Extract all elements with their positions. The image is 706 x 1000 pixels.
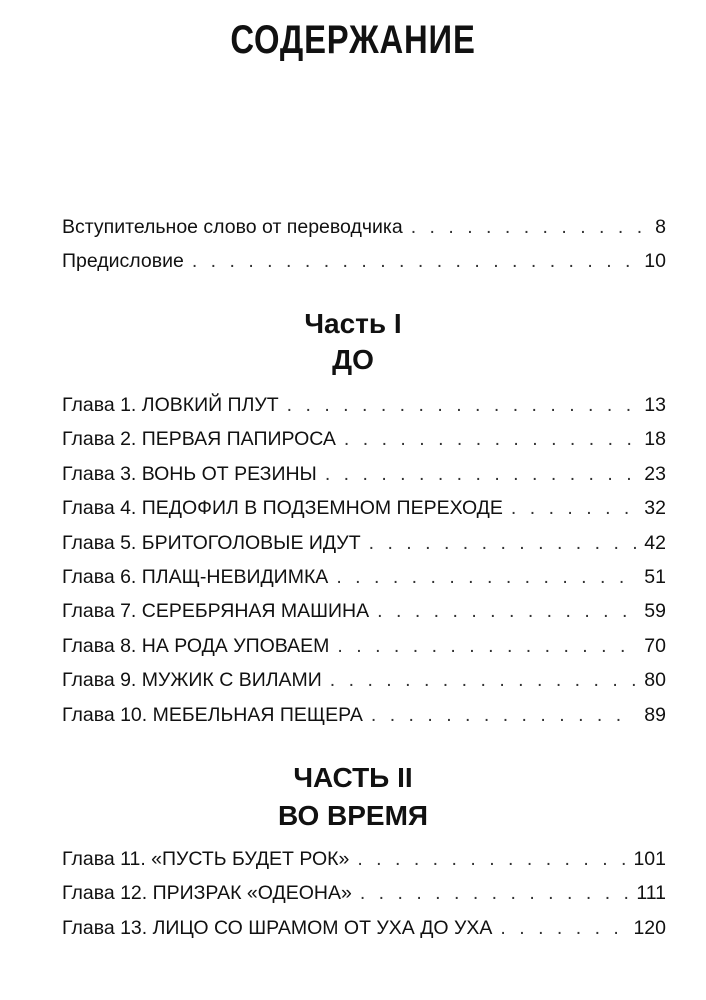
dot-leader bbox=[337, 629, 636, 663]
toc-entry-page: 101 bbox=[633, 848, 666, 870]
part-2-label: ЧАСТЬ II bbox=[293, 762, 413, 793]
part-1-name: ДО bbox=[332, 344, 374, 375]
toc-entry-label: Глава 12. ПРИЗРАК «ОДЕОНА» bbox=[62, 882, 352, 905]
toc-entry-page: 18 bbox=[644, 428, 666, 451]
dot-leader bbox=[336, 560, 636, 594]
toc-entry-label: Глава 9. МУЖИК С ВИЛАМИ bbox=[62, 669, 322, 692]
part-2-name: ВО ВРЕМЯ bbox=[277, 800, 429, 831]
dot-leader bbox=[325, 457, 636, 491]
part-2-chapter-list bbox=[62, 842, 666, 945]
toc-entry-page: 120 bbox=[633, 916, 666, 939]
toc-entry[interactable] bbox=[62, 457, 666, 491]
dot-leader bbox=[287, 388, 637, 422]
part-1-label: Часть I bbox=[304, 308, 402, 339]
part-1-chapter-list bbox=[62, 388, 666, 732]
toc-entry-label: Глава 5. БРИТОГОЛОВЫЕ ИДУТ bbox=[62, 531, 361, 554]
toc-entry-page: 8 bbox=[655, 216, 666, 238]
page-title: СОДЕРЖАНИЕ bbox=[230, 18, 476, 62]
dot-leader bbox=[330, 663, 637, 697]
toc-entry-label: Глава 11. «ПУСТЬ БУДЕТ РОК» bbox=[62, 848, 350, 870]
toc-entry-label: Глава 10. МЕБЕЛЬНАЯ ПЕЩЕРА bbox=[62, 703, 363, 726]
toc-entry[interactable] bbox=[62, 560, 666, 594]
toc-entry-label: Глава 3. ВОНЬ ОТ РЕЗИНЫ bbox=[62, 462, 317, 485]
toc-entry-page: 51 bbox=[644, 565, 666, 588]
toc-entry[interactable] bbox=[62, 388, 666, 422]
dot-leader bbox=[377, 594, 636, 628]
toc-entry-page: 59 bbox=[644, 600, 666, 623]
front-matter-list bbox=[62, 210, 666, 279]
toc-entry[interactable] bbox=[62, 210, 666, 244]
toc-entry-page: 13 bbox=[644, 394, 666, 416]
toc-entry[interactable] bbox=[62, 663, 666, 697]
toc-entry-page: 70 bbox=[644, 634, 666, 657]
toc-entry[interactable] bbox=[62, 911, 666, 945]
toc-entry-label: Глава 4. ПЕДОФИЛ В ПОДЗЕМНОМ ПЕРЕХОДЕ bbox=[62, 497, 503, 520]
toc-entry[interactable] bbox=[62, 422, 666, 456]
dot-leader bbox=[357, 842, 625, 876]
dot-leader bbox=[369, 526, 637, 560]
dot-leader bbox=[511, 491, 636, 525]
toc-entry[interactable] bbox=[62, 698, 666, 732]
toc-entry[interactable] bbox=[62, 244, 666, 278]
toc-entry-page: 111 bbox=[636, 882, 666, 905]
toc-entry-page: 42 bbox=[644, 531, 666, 554]
dot-leader bbox=[192, 244, 636, 278]
toc-entry-label: Вступительное слово от переводчика bbox=[62, 216, 403, 238]
toc-entry-label: Глава 2. ПЕРВАЯ ПАПИРОСА bbox=[62, 428, 336, 451]
toc-entry-label: Глава 7. СЕРЕБРЯНАЯ МАШИНА bbox=[62, 600, 370, 623]
toc-entry-page: 80 bbox=[644, 669, 666, 692]
toc-entry[interactable] bbox=[62, 594, 666, 628]
toc-entry-label: Глава 8. НА РОДА УПОВАЕМ bbox=[62, 634, 330, 657]
dot-leader bbox=[371, 698, 636, 732]
toc-entry-label: Глава 1. ЛОВКИЙ ПЛУТ bbox=[62, 394, 279, 416]
toc-entry-page: 32 bbox=[644, 497, 666, 520]
toc-entry[interactable] bbox=[62, 876, 666, 910]
dot-leader bbox=[500, 911, 625, 945]
toc-entry-page: 89 bbox=[644, 703, 666, 726]
toc-entry[interactable] bbox=[62, 629, 666, 663]
dot-leader bbox=[411, 210, 647, 244]
toc-entry-page: 10 bbox=[644, 250, 666, 273]
toc-entry-label: Глава 6. ПЛАЩ-НЕВИДИМКА bbox=[62, 565, 329, 588]
toc-entry[interactable] bbox=[62, 491, 666, 525]
toc-entry[interactable] bbox=[62, 526, 666, 560]
toc-entry[interactable] bbox=[62, 842, 666, 876]
dot-leader bbox=[360, 876, 629, 910]
toc-entry-page: 23 bbox=[644, 462, 666, 485]
toc-entry-label: Предисловие bbox=[62, 250, 184, 273]
toc-entry-label: Глава 13. ЛИЦО СО ШРАМОМ ОТ УХА ДО УХА bbox=[62, 916, 493, 939]
dot-leader bbox=[344, 422, 636, 456]
